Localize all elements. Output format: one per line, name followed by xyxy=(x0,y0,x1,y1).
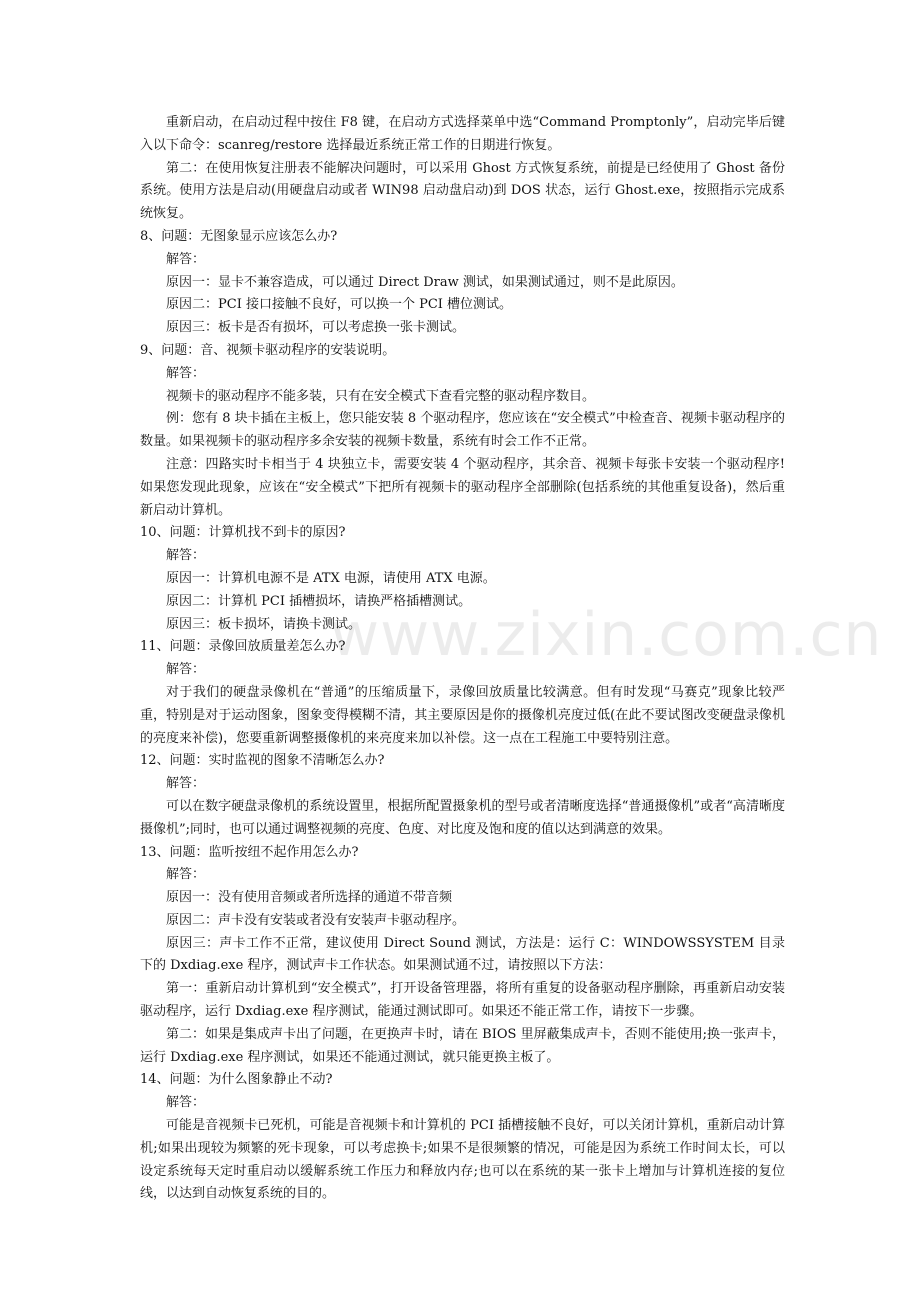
answer-label: 解答： xyxy=(166,776,206,792)
answer-label: 解答： xyxy=(166,1095,206,1111)
paragraph: 原因一：计算机电源不是 ATX 电源，请使用 ATX 电源。 xyxy=(166,570,496,586)
paragraph: 可能是音视频卡已死机，可能是音视频卡和计算机的 PCI 插槽接触不良好，可以关闭计算机，重新启动计算机;如果出现较为频繁的死卡现象，可以考虑换卡;如果不是很频繁的情况，可能是因为系统工作时间太长，可以设定系统每天定时重启动以缓解系统工作压力和释放内存;也可以在系统的某一张卡上增加与计算机连接的复位线，以达到自动恢复系统的目的。 xyxy=(140,1118,785,1202)
paragraph: 第一：重新启动计算机到“安全模式”，打开设备管理器，将所有重复的设备驱动程序删除，再重新启动安装驱动程序，运行 Dxdiag.exe 程序测试，能通过测试即可。如果还不能正常工作，请按下一步骤。 xyxy=(140,981,785,1020)
question-heading: 12、问题：实时监视的图象不清晰怎么办? xyxy=(140,753,385,769)
paragraph: 原因三：板卡是否有损坏，可以考虑换一张卡测试。 xyxy=(166,320,466,336)
paragraph: 视频卡的驱动程序不能多装，只有在安全模式下查看完整的驱动程序数目。 xyxy=(166,388,596,404)
answer-label: 解答： xyxy=(166,548,206,564)
paragraph: 注意：四路实时卡相当于 4 块独立卡，需要安装 4 个驱动程序，其余音、视频卡每张卡安装一个驱动程序!如果您发现此现象，应该在“安全模式”下把所有视频卡的驱动程序全部删除(包括系统的其他重复设备)，然后重新启动计算机。 xyxy=(140,456,785,518)
paragraph: 原因二：计算机 PCI 插槽损坏，请换严格插槽测试。 xyxy=(166,593,472,609)
paragraph: 可以在数字硬盘录像机的系统设置里，根据所配置摄象机的型号或者清晰度选择“普通摄像机”或者“高清晰度摄像机”;同时，也可以通过调整视频的亮度、色度、对比度及饱和度的值以达到满意的效果。 xyxy=(140,798,785,837)
answer-label: 解答： xyxy=(166,365,206,381)
question-heading: 8、问题：无图象显示应该怎么办? xyxy=(140,228,338,244)
question-heading: 10、问题：计算机找不到卡的原因? xyxy=(140,525,346,541)
paragraph: 原因三：声卡工作不正常，建议使用 Direct Sound 测试，方法是：运行 C：WINDOWSSYSTEM 目录下的 Dxdiag.exe 程序，测试声卡工作状态。如果测试通不过，请按照以下方法： xyxy=(140,935,785,974)
paragraph: 第二：如果是集成声卡出了问题，在更换声卡时，请在 BIOS 里屏蔽集成声卡，否则不能使用;换一张声卡，运行 Dxdiag.exe 程序测试，如果还不能通过测试，就只能更换主板了。 xyxy=(140,1026,785,1065)
paragraph: 第二：在使用恢复注册表不能解决问题时，可以采用 Ghost 方式恢复系统，前提是已经使用了 Ghost 备份系统。使用方法是启动(用硬盘启动或者 WIN98 启动盘启动)到 DOS 状态，运行 Ghost.exe，按照指示完成系统恢复。 xyxy=(140,160,785,222)
document-body xyxy=(140,112,785,1206)
paragraph: 原因三：板卡损坏，请换卡测试。 xyxy=(166,616,362,632)
paragraph: 例：您有 8 块卡插在主板上，您只能安装 8 个驱动程序，您应该在“安全模式”中检查音、视频卡驱动程序的数量。如果视频卡的驱动程序多余安装的视频卡数量，系统有时会工作不正常。 xyxy=(140,411,785,450)
question-heading: 14、问题：为什么图象静止不动? xyxy=(140,1072,333,1088)
paragraph: 重新启动，在启动过程中按住 F8 键，在启动方式选择菜单中选“Command Promptonly”，启动完毕后键入以下命令：scanreg/restore 选择最近系统正常工作的日期进行恢复。 xyxy=(140,115,785,153)
question-heading: 13、问题：监听按纽不起作用怎么办? xyxy=(140,844,359,860)
answer-label: 解答： xyxy=(166,662,206,678)
answer-label: 解答： xyxy=(166,867,206,883)
paragraph: 原因一：显卡不兼容造成，可以通过 Direct Draw 测试，如果测试通过，则不是此原因。 xyxy=(166,274,684,290)
answer-label: 解答： xyxy=(166,251,206,267)
paragraph: 对于我们的硬盘录像机在“普通”的压缩质量下，录像回放质量比较满意。但有时发现“马赛克”现象比较严重，特别是对于运动图象，图象变得模糊不清，其主要原因是你的摄像机亮度过低(在此不要试图改变硬盘录像机的亮度来补偿)，您要重新调整摄像机的来亮度来加以补偿。这一点在工程施工中要特别注意。 xyxy=(140,684,785,746)
paragraph: 原因二：PCI 接口接触不良好，可以换一个 PCI 槽位测试。 xyxy=(166,297,513,313)
question-heading: 9、问题：音、视频卡驱动程序的安装说明。 xyxy=(140,342,396,358)
watermark: www.zixin.com.cn xyxy=(330,600,883,670)
paragraph: 原因二：声卡没有安装或者没有安装声卡驱动程序。 xyxy=(166,912,466,928)
question-heading: 11、问题：录像回放质量差怎么办? xyxy=(140,639,346,655)
paragraph: 原因一：没有使用音频或者所选择的通道不带音频 xyxy=(166,890,453,906)
